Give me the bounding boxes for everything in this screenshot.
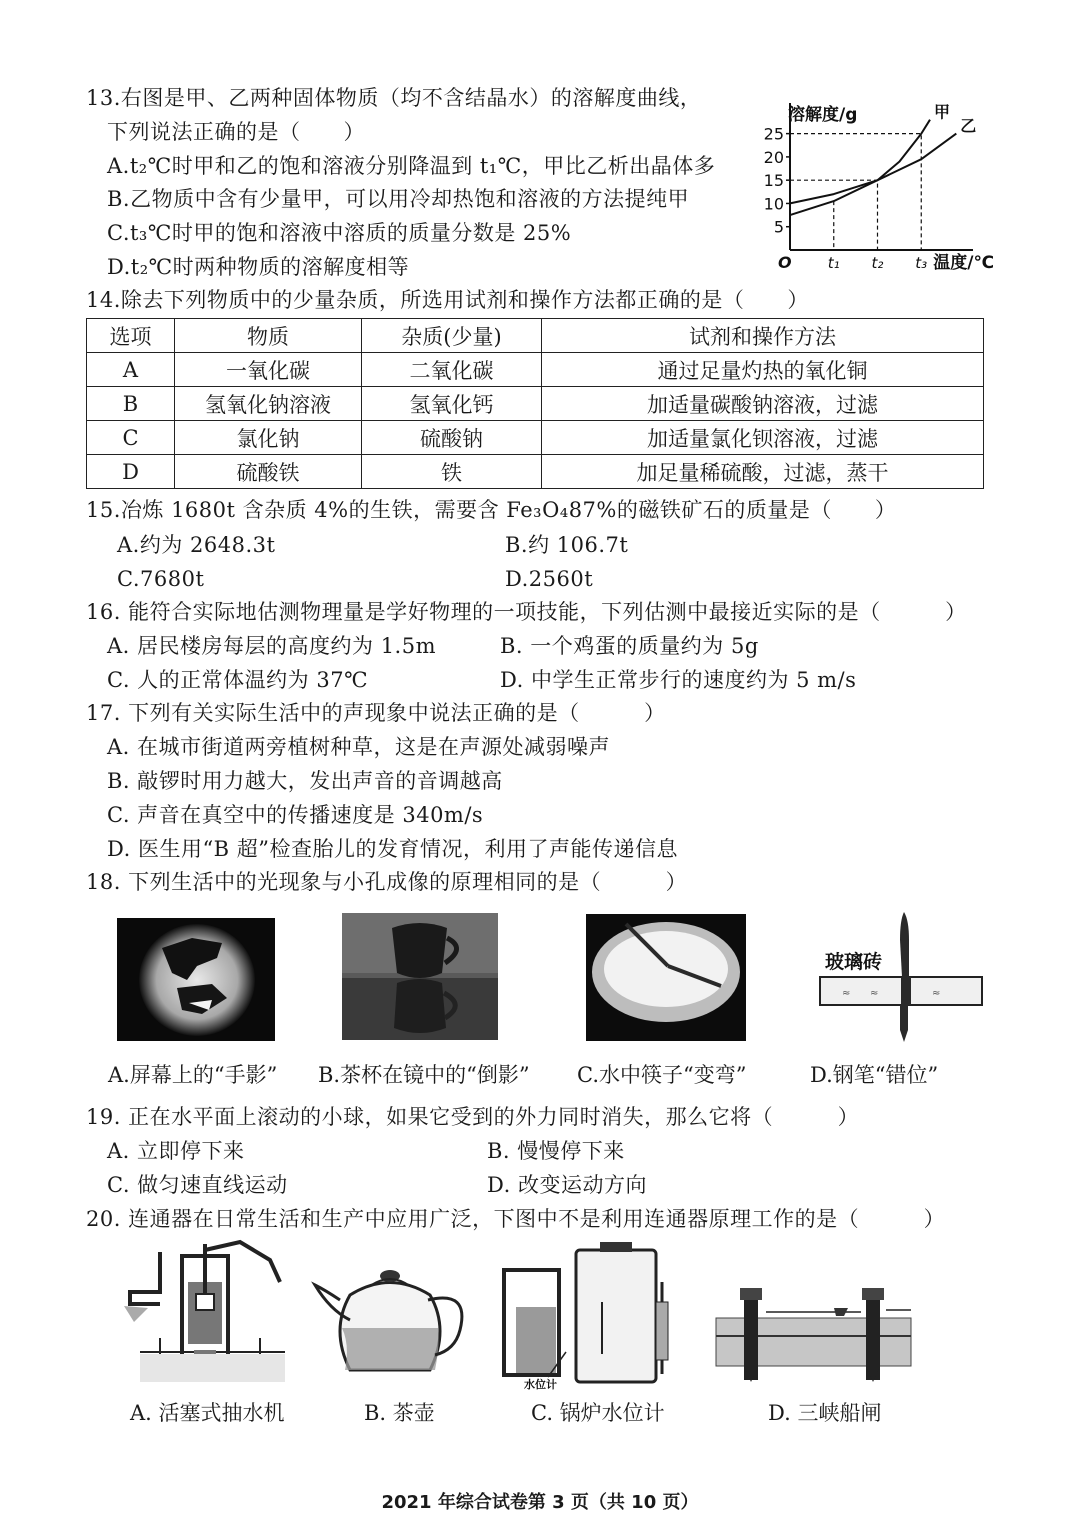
table-header-cell: 试剂和操作方法 <box>542 319 984 353</box>
table-cell: 氯化钠 <box>175 421 362 455</box>
x-tick-label: t₃ <box>915 254 928 272</box>
q18-caption-b: B.茶杯在镜中的“倒影” <box>318 1063 530 1087</box>
y-tick-label: 10 <box>763 194 784 214</box>
q13-stem: 13.右图是甲、乙两种固体物质（均不含结晶水）的溶解度曲线， <box>86 86 702 110</box>
q16-stem: 16. 能符合实际地估测物理量是学好物理的一项技能，下列估测中最接近实际的是（ ） <box>86 600 967 624</box>
table-header-cell: 选项 <box>87 319 175 353</box>
q13-stem-cont: 下列说法正确的是（ ） <box>107 120 365 144</box>
hand-shadow-photo <box>117 918 275 1041</box>
q16-option-a: A. 居民楼房每层的高度约为 1.5m <box>107 634 437 658</box>
table-cell: C <box>87 421 175 455</box>
q13-option-c: C.t₃℃时甲的饱和溶液中溶质的质量分数是 25% <box>107 221 572 245</box>
table-cell: A <box>87 353 175 387</box>
q13-option-d: D.t₂℃时两种物质的溶解度相等 <box>107 255 410 279</box>
q13-option-b: B.乙物质中含有少量甲，可以用冷却热饱和溶液的方法提纯甲 <box>107 187 690 211</box>
teapot-diagram <box>310 1250 470 1382</box>
q17-option-a: A. 在城市街道两旁植树种草，这是在声源处减弱噪声 <box>107 735 611 759</box>
table-header-row <box>87 319 984 353</box>
q19-option-a: A. 立即停下来 <box>107 1139 245 1163</box>
q15-stem: 15.冶炼 1680t 含杂质 4%的生铁，需要含 Fe₃O₄87%的磁铁矿石的质量是（ ） <box>86 498 897 522</box>
q18-caption-c: C.水中筷子“变弯” <box>577 1063 747 1087</box>
table-row <box>87 353 984 387</box>
origin-label: O <box>778 253 792 272</box>
table-cell: 通过足量灼热的氧化铜 <box>542 353 984 387</box>
water-gauge-label: 水位计 <box>524 1378 557 1391</box>
q19-option-b: B. 慢慢停下来 <box>487 1139 625 1163</box>
guide-line-t3 <box>790 134 921 250</box>
q18-caption-a: A.屏幕上的“手影” <box>108 1063 278 1087</box>
q13-option-a: A.t₂℃时甲和乙的饱和溶液分别降温到 t₁℃，甲比乙析出晶体多 <box>107 154 716 178</box>
q19-stem: 19. 正在水平面上滚动的小球，如果它受到的外力同时消失，那么它将（ ） <box>86 1105 860 1129</box>
table-row <box>87 421 984 455</box>
svg-text:≈: ≈ <box>842 988 851 999</box>
table-header-cell: 物质 <box>175 319 362 353</box>
pen-glass-brick-figure <box>812 910 984 1045</box>
svg-text:≈: ≈ <box>870 988 879 999</box>
boiler-gauge-diagram <box>496 1242 696 1390</box>
table-cell: B <box>87 387 175 421</box>
q20-caption-a: A. 活塞式抽水机 <box>130 1401 285 1425</box>
q17-option-b: B. 敲锣时用力越大，发出声音的音调越高 <box>107 769 503 793</box>
chopsticks-in-water-photo <box>586 914 746 1041</box>
q17-stem: 17. 下列有关实际生活中的声现象中说法正确的是（ ） <box>86 701 666 725</box>
page-footer: 2021 年综合试卷第 3 页（共 10 页） <box>381 1492 699 1513</box>
table-cell: 加适量氯化钡溶液，过滤 <box>542 421 984 455</box>
y-tick-label: 5 <box>773 217 784 237</box>
q19-option-d: D. 改变运动方向 <box>487 1173 647 1197</box>
q15-option-d: D.2560t <box>505 567 594 591</box>
q15-option-a: A.约为 2648.3t <box>117 533 276 557</box>
q19-option-c: C. 做匀速直线运动 <box>107 1173 288 1197</box>
table-row <box>87 455 984 489</box>
x-tick-label: t₁ <box>827 254 840 272</box>
solubility-chart <box>755 100 995 275</box>
piston-pump-diagram <box>120 1242 290 1384</box>
y-tick-label: 15 <box>763 171 784 191</box>
q18-caption-d: D.钢笔“错位” <box>810 1063 939 1087</box>
x-tick-label: t₂ <box>871 254 884 272</box>
table-cell: 加足量稀硫酸，过滤，蒸干 <box>542 455 984 489</box>
q15-option-c: C.7680t <box>117 567 205 591</box>
q16-option-d: D. 中学生正常步行的速度约为 5 m/s <box>500 668 857 692</box>
table-row <box>87 387 984 421</box>
q17-option-d: D. 医生用“B 超”检查胎儿的发育情况，利用了声能传递信息 <box>107 837 679 861</box>
glass-brick-label: 玻璃砖 <box>825 951 883 973</box>
q20-caption-c: C. 锅炉水位计 <box>531 1401 665 1425</box>
table-cell: 二氧化碳 <box>362 353 542 387</box>
series-label: 甲 <box>934 102 951 122</box>
x-axis-label: 温度/℃ <box>933 253 995 273</box>
q20-caption-b: B. 茶壶 <box>364 1401 435 1425</box>
q16-option-b: B. 一个鸡蛋的质量约为 5g <box>500 634 759 658</box>
table-cell: 硫酸铁 <box>175 455 362 489</box>
cup-reflection-photo <box>342 913 498 1040</box>
table-cell: D <box>87 455 175 489</box>
table-cell: 铁 <box>362 455 542 489</box>
table-cell: 加适量碳酸钠溶液，过滤 <box>542 387 984 421</box>
y-tick-label: 20 <box>763 147 784 167</box>
table-cell: 硫酸钠 <box>362 421 542 455</box>
q14-table <box>86 318 984 489</box>
q20-stem: 20. 连通器在日常生活和生产中应用广泛，下图中不是利用连通器原理工作的是（ ） <box>86 1207 946 1231</box>
series-line-乙 <box>790 134 956 204</box>
svg-text:≈: ≈ <box>932 988 941 999</box>
series-label: 乙 <box>960 116 977 136</box>
y-axis-label: 溶解度/g <box>788 105 858 125</box>
ship-lock-diagram <box>716 1288 911 1384</box>
y-tick-label: 25 <box>763 124 784 144</box>
q20-caption-d: D. 三峡船闸 <box>768 1401 882 1425</box>
q17-option-c: C. 声音在真空中的传播速度是 340m/s <box>107 803 484 827</box>
table-cell: 一氧化碳 <box>175 353 362 387</box>
table-cell: 氢氧化钠溶液 <box>175 387 362 421</box>
q14-stem: 14.除去下列物质中的少量杂质，所选用试剂和操作方法都正确的是（ ） <box>86 288 809 312</box>
q15-option-b: B.约 106.7t <box>505 533 629 557</box>
table-cell: 氢氧化钙 <box>362 387 542 421</box>
q16-option-c: C. 人的正常体温约为 37℃ <box>107 668 369 692</box>
table-header-cell: 杂质(少量) <box>362 319 542 353</box>
q18-stem: 18. 下列生活中的光现象与小孔成像的原理相同的是（ ） <box>86 870 688 894</box>
